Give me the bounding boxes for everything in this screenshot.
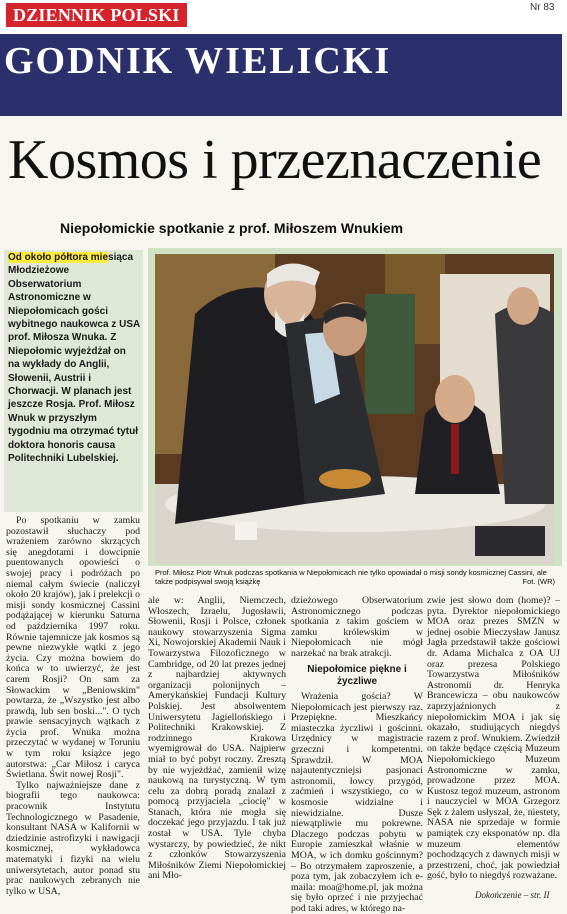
lead-highlight: Od około półtora mie bbox=[8, 252, 109, 263]
photo-caption bbox=[155, 569, 555, 586]
article-subheadline: Niepołomickie spotkanie z prof. Miłoszem Wnukiem bbox=[60, 220, 404, 236]
article-headline: Kosmos i przeznaczenie bbox=[8, 129, 542, 191]
caption-text: Prof. Miłosz Piotr Wnuk podczas spotkania w Niepołomicach nie tylko opowiadał o misji sondy kosmicznej Cassini, ale także podpisywał swoją książkę bbox=[155, 568, 547, 586]
continuation-note: Dokończenie – str. II bbox=[475, 890, 550, 900]
article-lead bbox=[8, 251, 140, 466]
paragraph: Tylko najważniejsze dane z biografii tego naukowca: pracownik Instytutu Technologicznego w Pasadenie, konsultant NASA w Kalifornii w dziedzinie astrofizyki i nawigacji kosmicznej, wykładowca matematyki i fizyki na wielu uniwersytetach, autor ponad stu prac naukowych zebranych nie tylko w USA, bbox=[6, 779, 140, 897]
text-column-3b bbox=[291, 691, 423, 914]
photo-illustration bbox=[155, 254, 554, 564]
section-title: GODNIK WIELICKI bbox=[4, 40, 392, 82]
section-subheading: Niepołomice piękne i życzliwe bbox=[307, 664, 407, 687]
photo-credit: Fot. (WR) bbox=[522, 576, 555, 586]
text-column-2 bbox=[148, 596, 286, 902]
paragraph: Po spotkaniu w zamku pozostawił słuchaczy pod wrażeniem zarówno skrzących się anegdotami i dowcipnie puentowanych opowieści o swojej pracy i podróżach po niemal całym świecie (naliczył około 20 krajów), jak i prelekcji o misji sondy kosmicznej Cassini podążającej w kierunku Saturna od października 1997 roku. Równie tajemnicze jak kosmos są pewne niezwykłe wątki z jego życia. Czy można bowiem do końca w to uwierzyć, że jest carem Rosji? On sam za Słowackim w „Beniowskim" powtarza, że „Wszystko jest albo prawdą, lub sen boski...". O tych prawie sensacyjnych wątkach z życia prof. Wnuka można przeczytać w wydanej w Toruniu w tym roku książce jego autorstwa: „Car Miłosz i caryca Świetlana. Świt nowej Rosji". bbox=[6, 515, 140, 781]
paragraph: ale w: Anglii, Niemczech, Włoszech, Izraelu, Jugosławii, Słowenii, Rosji i Polsce, członek naukowy stowarzyszenia Sigma Xi, Nowojorskiej Akademii Nauk i Towarzystwa Filozoficznego w Cambridge, od 20 lat prezes jednej z najbardziej aktywnych organizacji polonijnych – Amerykańskiej Fundacji Kultury Polskiej. Jest absolwentem Uniwersytetu Jagiellońskiego i Politechniki Krakowskiej. Z rodzinnego Krakowa wyemigrował do USA. Najpierw miał to być pobyt roczny. Zresztą by nie wyjeżdżać, zamienił wizę naukową na turystyczną. W tym celu za dobrą poradą znalazł z pomocą przyjaciela „ciocię" w Stanach, która nie mogła się doczekać jego przyjazdu. I tak już został w USA. Tyle chyba wystarczy, by powiedzieć, że nikt z członków Stowarzyszenia Miłośników Ziemi Niepołomickiej ani Mło- bbox=[148, 595, 286, 882]
issue-number: Nr 83 bbox=[530, 2, 555, 13]
lead-text: siąca Młodzieżowe Obserwatorium Astronomiczne w Niepołomicach gości wybitnego naukowca z USA prof. Miłosza Wnuka. Z Niepołomic wyjeżdżał on na wykłady do Anglii, Słowenii, Austrii i Chorwacji. W planach jest jeszcze Rosja. Prof. Miłosz Wnuk w przyszłym tygodniu ma otrzymać tytuł doktora honoris causa Politechniki Lubelskiej. bbox=[8, 252, 140, 465]
newspaper-logo: DZIENNIK POLSKI bbox=[6, 3, 187, 27]
text-column-4 bbox=[427, 596, 560, 886]
text-column-1 bbox=[6, 516, 140, 901]
article-photo bbox=[155, 254, 554, 564]
paragraph: Wrażenia gościa? W Niepołomicach jest pierwszy raz. Przepiękne. Mieszkańcy miasteczka życzliwi i gościnni. Urzędnicy w magistracie grzeczni i kompetentni. Sprawdził. W MOA najautentyczniejsi pasjonaci astronomii, łowcy przygód, zaćmień i wszystkiego, co w kosmosie widzialne i niewidzialne. Dusze niewątpliwie mu pokrewne. Dlaczego podczas pobytu w Europie zamieszkał właśnie w MOA, w ich domku gościnnym? – Bo otrzymałem zaproszenie, a poza tym, jak zobaczyłem ich e-maila: moa@home.pl, jak można się było oprzeć i nie przyjechać pod taki adres, w którego na- bbox=[291, 691, 423, 914]
paragraph: zwie jest słowo dom (home)? – pyta. Dyrektor niepołomickiego MOA oraz prezes SMZN w jednej osobie Mieczysław Janusz Jagła przedstawił także gościowi dr. Adama Michalca z OA UJ oraz prezesa Polskiego Towarzystwa Miłośników Astronomii dr. Henryka Brancewicza – obu naukowców zaprzyjaźnionych z niepołomickim MOA i jak się okazało, studiujących niegdyś razem z prof. Wnukiem. Zwiedził on także będące częścią Muzeum Niepołomickiego Muzeum Astronomiczne w zamku, prowadzone przez MOA. Kustosz tegoż muzeum, astronom i nauczyciel w MOA Grzegorz Sęk z żalem usłyszał, że, niestety, NASA nie sprzedaje w formie pamiątek czy eksponatów np. dla muzeum elementów pochodzących z dawnych misji w przestrzeni, choć, jak powiedział gość, było to niegdyś rozważane. bbox=[427, 595, 560, 882]
paragraph: dzieżowego Obserwatorium Astronomicznego podczas spotkania z takim gościem w zamku królewskim w Niepołomicach nie mógł narzekać na brak atrakcji. bbox=[291, 595, 423, 659]
